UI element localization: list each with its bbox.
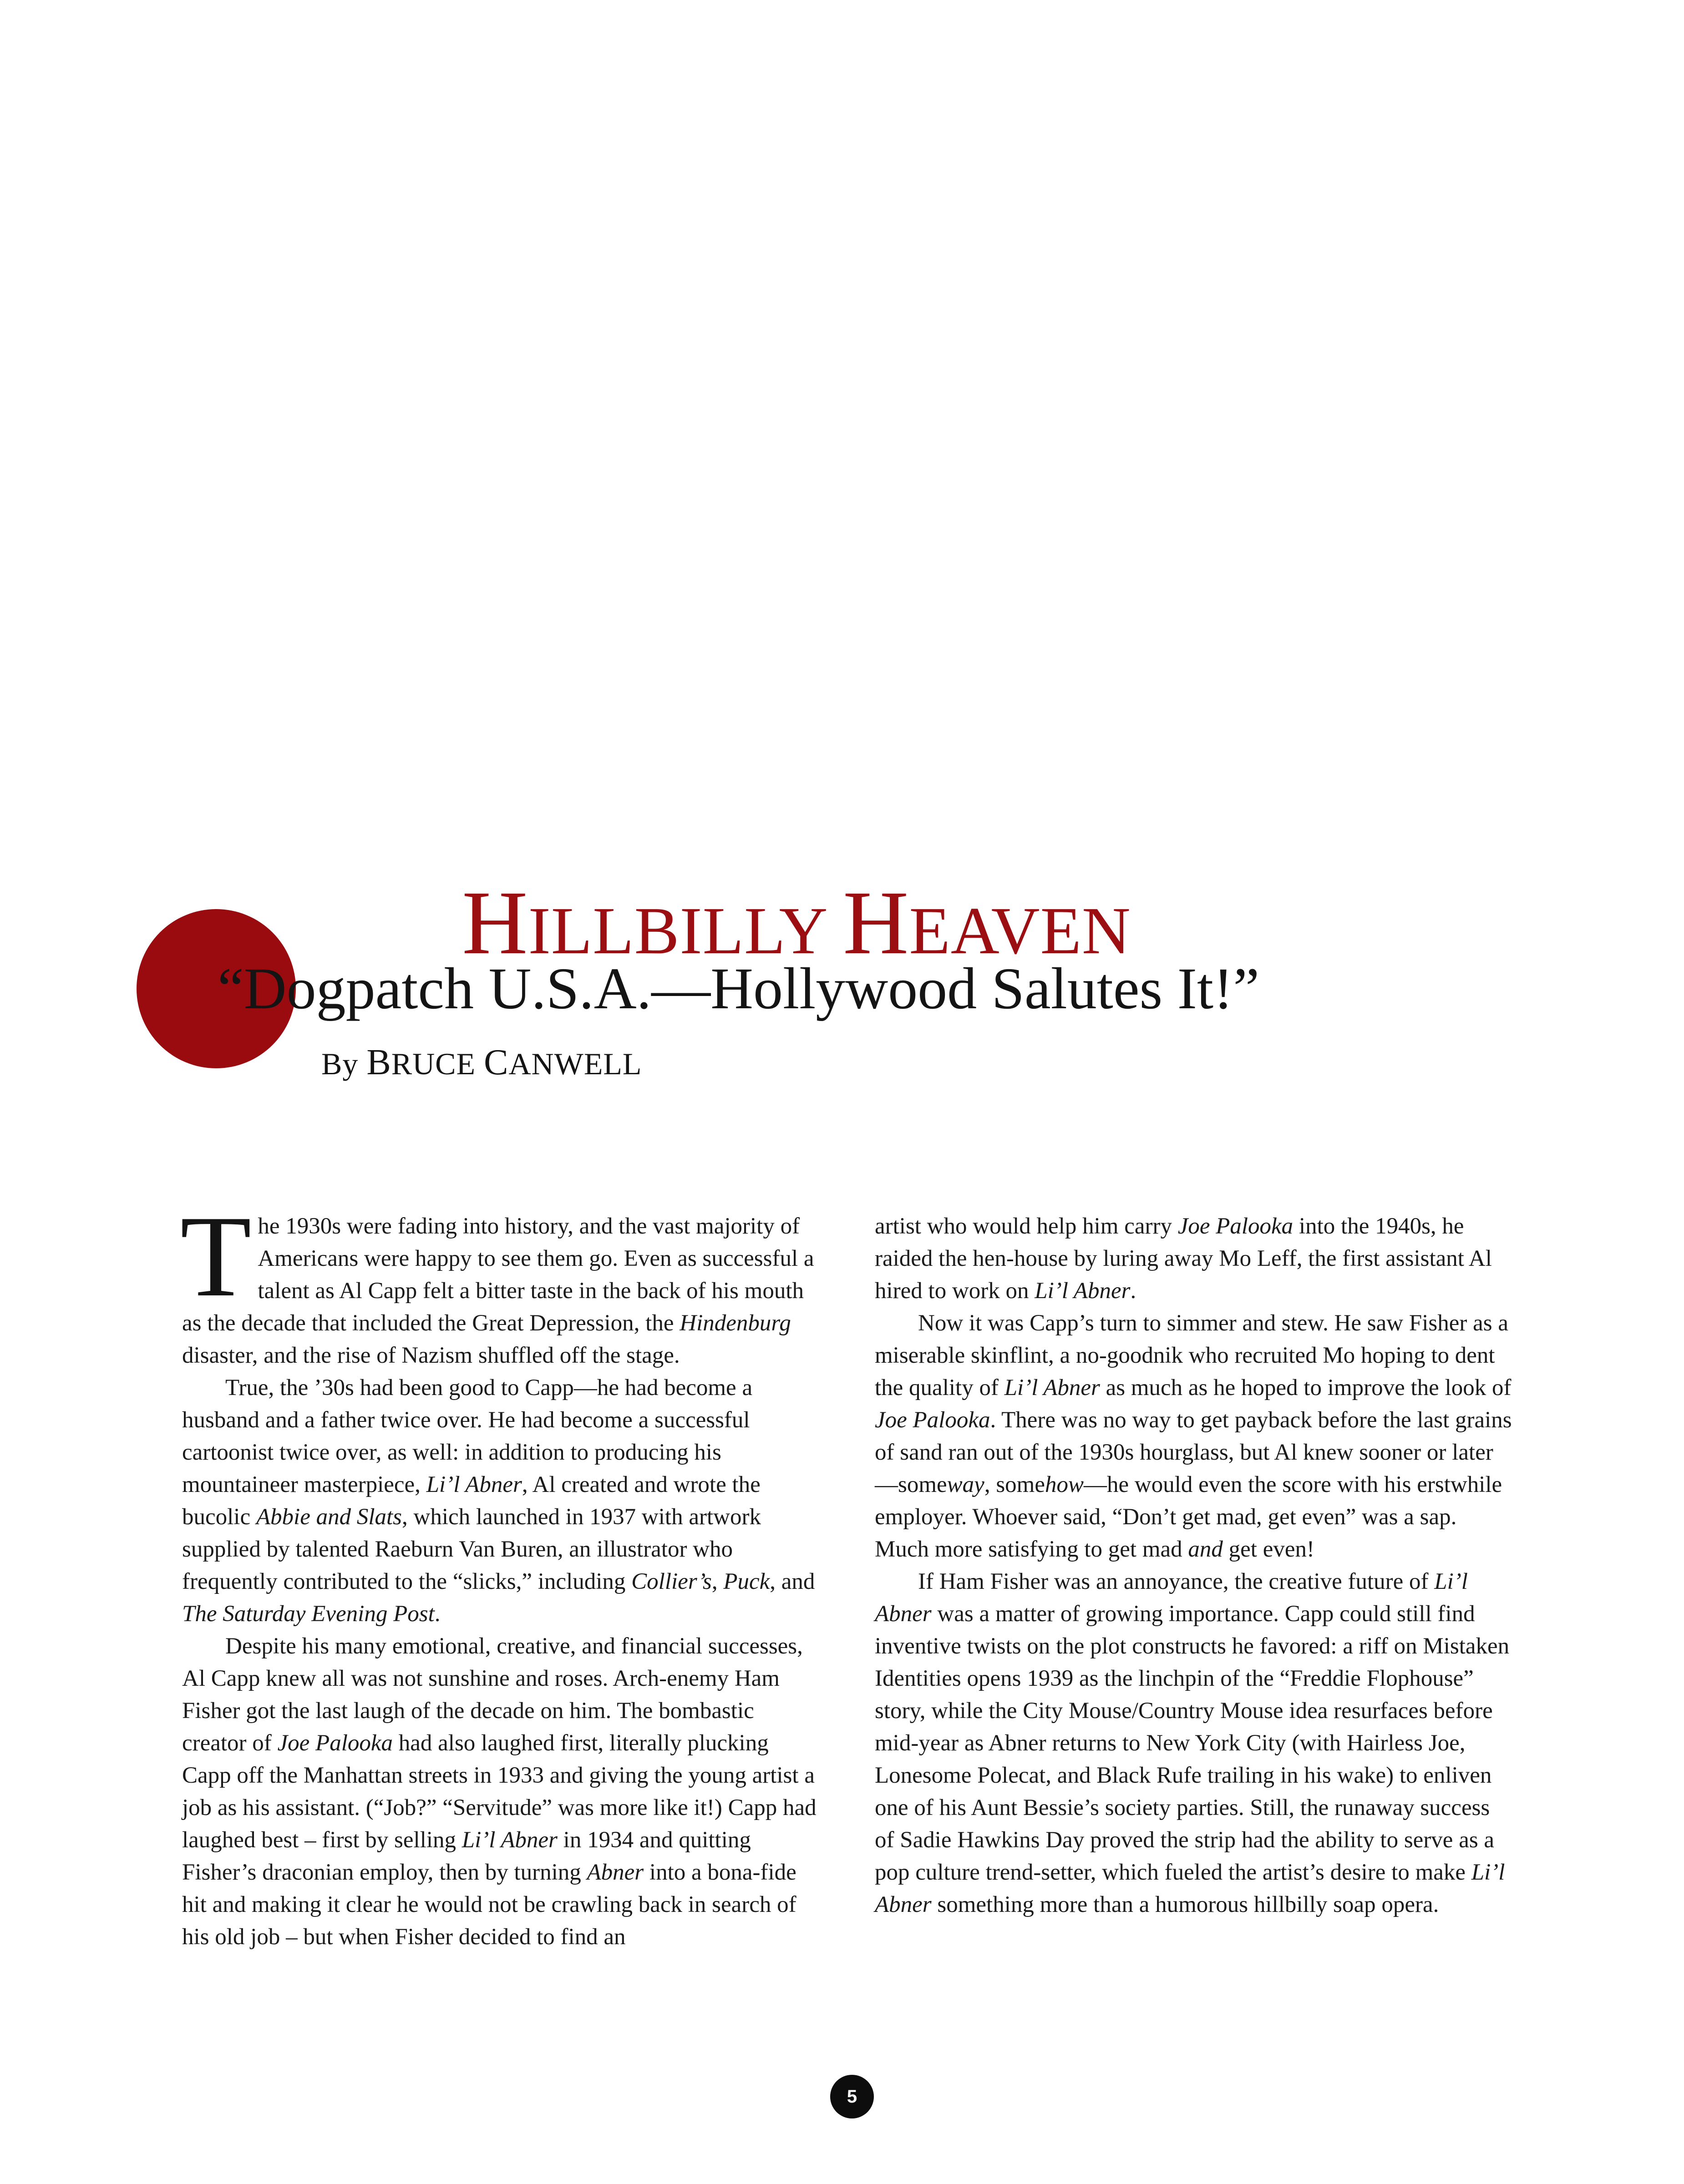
paragraph-text: If Ham Fisher was an annoyance, the creative future of xyxy=(918,1569,1435,1594)
article-column-right xyxy=(875,1210,1512,2029)
author-first-rest: RUCE xyxy=(391,1046,476,1081)
italic-title-text: Joe Palooka xyxy=(875,1407,990,1433)
article-column-left xyxy=(180,1192,819,2029)
italic-title-text: Li’l Abner xyxy=(1004,1375,1100,1400)
paragraph-text: . xyxy=(1130,1278,1136,1304)
italic-title-text: and xyxy=(1188,1537,1223,1562)
paragraph-text: into a bona-fide hit and making it clear he would not be crawling back in search of his old job – but when Fisher decided to find an xyxy=(182,1860,796,1950)
title-rest-1: ILLBILLY xyxy=(528,894,826,969)
paragraph-text: , and xyxy=(770,1569,815,1594)
italic-title-text: Puck xyxy=(723,1569,770,1594)
italic-title-text: Li’l Abner xyxy=(1035,1278,1131,1304)
paragraph-text: as much as he hoped to improve the look of xyxy=(1100,1375,1512,1400)
author-last-initial: C xyxy=(484,1042,509,1082)
title-initial-2: H xyxy=(843,873,909,974)
italic-title-text: Abbie and Slats xyxy=(256,1504,402,1530)
paragraph-text: into the 1940s, he raided the hen-house by luring away Mo Leff, the first assistant Al hired to work on xyxy=(875,1213,1492,1304)
paragraph-text: Now it was Capp’s turn to simmer and stew. He saw Fisher as a miserable skinflint, a no-goodnik who recruited Mo hoping to dent the quality of xyxy=(875,1310,1508,1400)
page-number-badge: 5 xyxy=(830,2075,874,2118)
article-subtitle: “Dogpatch U.S.A.—Hollywood Salutes It!” xyxy=(218,956,1260,1021)
title-initial-1: H xyxy=(462,873,528,974)
italic-title-text: Joe Palooka xyxy=(277,1730,393,1756)
paragraph-text: disaster, and the rise of Nazism shuffled off the stage. xyxy=(182,1343,680,1368)
author-last-rest: ANWELL xyxy=(508,1046,642,1081)
paragraph-text: , which launched in 1937 with artwork supplied by talented Raeburn Van Buren, an illustrator who frequently contributed to the “slicks,” including xyxy=(182,1504,761,1594)
paragraph-text: he 1930s were fading into history, and the vast majority of Americans were happy to see them go. Even as successful a talent as Al Capp felt a bitter taste in the back of his mouth as the decade that included the Great Depression, the xyxy=(182,1213,814,1336)
paragraph-text: Despite his many emotional, creative, and financial successes, Al Capp knew all was not sunshine and roses. Arch-enemy Ham Fisher got the last laugh of the decade on him. The bombastic creator of xyxy=(182,1633,803,1756)
article-paragraph xyxy=(875,1566,1512,1921)
byline xyxy=(321,1042,642,1083)
article-paragraph xyxy=(875,1210,1512,1307)
article-paragraph xyxy=(182,1630,819,1953)
drop-cap: T xyxy=(180,1192,252,1321)
italic-title-text: how xyxy=(1045,1472,1084,1497)
italic-title-text: The Saturday Evening Post xyxy=(182,1601,435,1627)
paragraph-text: something more than a humorous hillbilly soap opera. xyxy=(931,1892,1439,1917)
italic-title-text: Joe Palooka xyxy=(1177,1213,1293,1239)
paragraph-text: . There was no way to get payback before the last grains of sand ran out of the 1930s hourglass, but Al knew sooner or later—some xyxy=(875,1407,1512,1497)
article-paragraph xyxy=(180,1192,819,1372)
article-paragraph xyxy=(875,1307,1512,1566)
paragraph-text: was a matter of growing importance. Capp could still find inventive twists on the plot constructs he favored: a riff on Mistaken Identities opens 1939 as the linchpin of the “Freddie Flophouse” story, while the City Mouse/Country Mouse idea resurfaces before mid-year as Abner returns to New York City (with Hairless Joe, Lonesome Polecat, and Black Rufe trailing in his wake) to enliven one of his Aunt Bessie’s society parties. Still, the runaway success of Sadie Hawkins Day proved the strip had the ability to serve as a pop culture trend-setter, which fueled the artist’s desire to make xyxy=(875,1601,1510,1885)
article-paragraph xyxy=(182,1372,819,1630)
paragraph-text: , xyxy=(711,1569,724,1594)
paragraph-text: had also laughed first, literally plucking Capp off the Manhattan streets in 1933 and giving the young artist a job as his assistant. (“Job?” “Servitude” was more like it!) Capp had laughed best – first by selling xyxy=(182,1730,817,1853)
paragraph-text: in 1934 and quitting Fisher’s draconian employ, then by turning xyxy=(182,1827,751,1885)
italic-title-text: Li’l Abner xyxy=(462,1827,558,1853)
paragraph-text: —he would even the score with his erstwhile employer. Whoever said, “Don’t get mad, get even” was a sap. Much more satisfying to get mad xyxy=(875,1472,1502,1562)
title-rest-2: EAVEN xyxy=(909,894,1131,969)
author-first-initial: B xyxy=(366,1042,391,1082)
italic-title-text: way xyxy=(947,1472,984,1497)
paragraph-text: . xyxy=(434,1601,441,1627)
italic-title-text: Abner xyxy=(587,1860,644,1885)
italic-title-text: Li’l Abner xyxy=(875,1569,1468,1627)
paragraph-text: artist who would help him carry xyxy=(875,1213,1178,1239)
paragraph-text: , some xyxy=(984,1472,1045,1497)
paragraph-text: True, the ’30s had been good to Capp—he had become a husband and a father twice over. He had become a successful cartoonist twice over, as well: in addition to producing his mountaineer masterpiece, xyxy=(182,1375,753,1497)
italic-title-text: Collier’s xyxy=(631,1569,712,1594)
byline-prefix: By xyxy=(321,1046,359,1081)
italic-title-text: Hindenburg xyxy=(680,1310,791,1336)
italic-title-text: Li’l Abner xyxy=(875,1860,1505,1917)
paragraph-text: , Al created and wrote the bucolic xyxy=(182,1472,761,1530)
paragraph-text: get even! xyxy=(1222,1537,1314,1562)
italic-title-text: Li’l Abner xyxy=(426,1472,522,1497)
